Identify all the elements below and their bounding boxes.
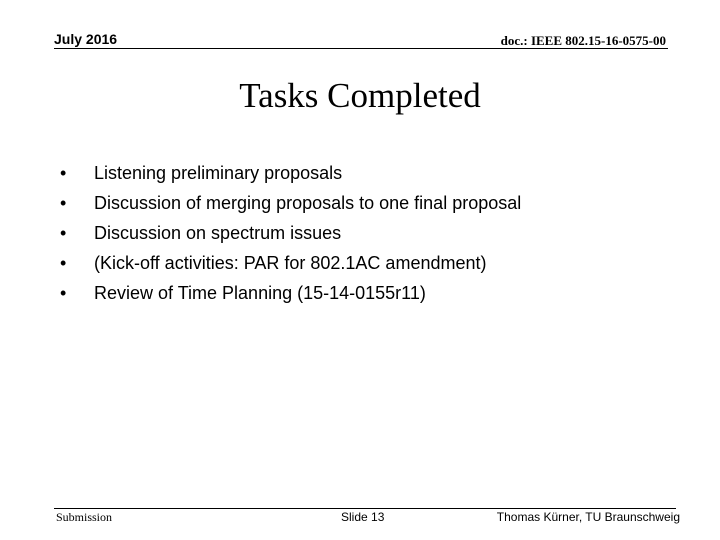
bullet-text: Discussion of merging proposals to one final proposal [94,193,522,213]
bullet-item [60,218,521,248]
bullet-item [60,248,521,278]
bullet-dot-icon: • [60,283,67,303]
bullet-dot-icon: • [60,253,67,273]
footer-author: Thomas Kürner, TU Braunschweig [496,510,680,524]
header-date: July 2016 [54,31,118,47]
footer-submission: Submission [56,510,113,524]
header-doc-id: doc.: IEEE 802.15-16-0575-00 [500,33,666,48]
bullet-item [60,188,521,218]
bullet-text: Listening preliminary proposals [94,163,343,183]
bullet-dot-icon: • [60,193,67,213]
slide-title: Tasks Completed [239,76,481,115]
bullet-text: (Kick-off activities: PAR for 802.1AC amendment) [94,253,487,273]
bullet-dot-icon: • [60,163,67,183]
bullet-list [60,158,521,308]
footer-divider [54,508,676,509]
bullet-text: Discussion on spectrum issues [94,223,342,243]
bullet-dot-icon: • [60,223,67,243]
bullet-text: Review of Time Planning (15-14-0155r11) [94,283,426,303]
footer-slide-number: Slide 13 [341,510,385,524]
header-divider [54,48,668,49]
bullet-item [60,278,521,308]
bullet-item [60,158,521,188]
